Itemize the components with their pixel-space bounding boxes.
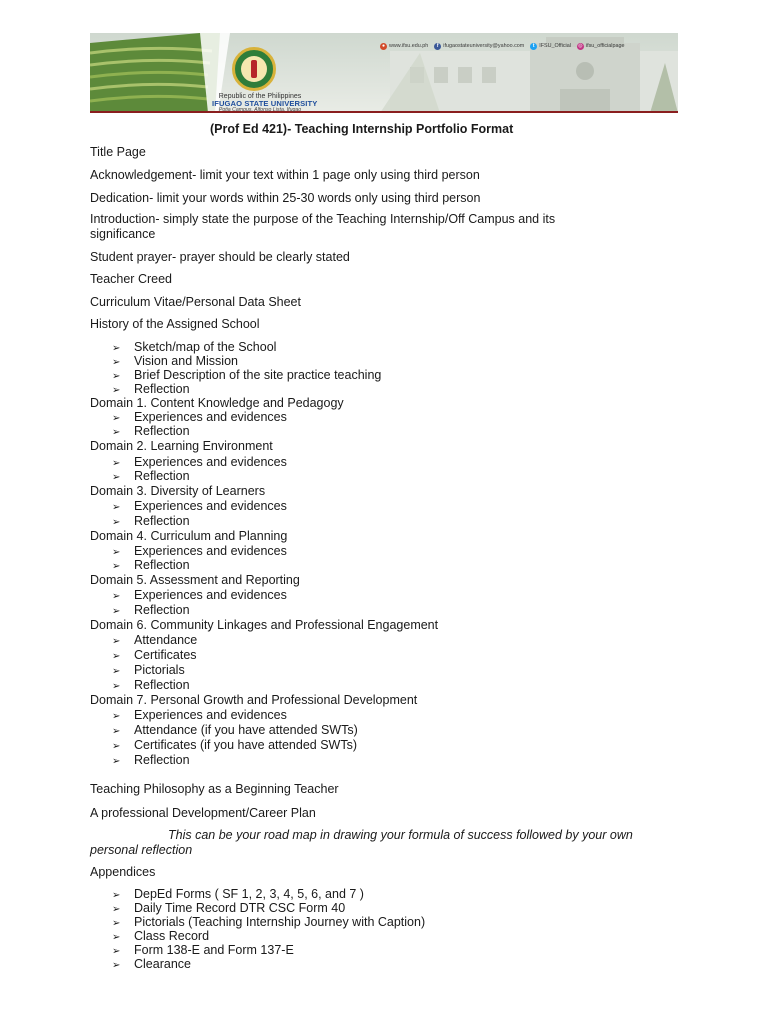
arrow-bullet-icon: ➢	[112, 711, 121, 722]
arrow-bullet-icon: ➢	[112, 651, 121, 662]
domain-heading: Domain 3. Diversity of Learners	[90, 484, 266, 498]
list-item: ➢ Attendance	[112, 633, 198, 647]
list-item: ➢ DepEd Forms ( SF 1, 2, 3, 4, 5, 6, and 7 )	[112, 887, 364, 901]
list-item: ➢ Experiences and evidences	[112, 455, 287, 469]
arrow-bullet-icon: ➢	[112, 756, 121, 767]
acknowledgement-line: Acknowledgement- limit your text within 1 page only using third person	[90, 168, 480, 182]
list-item: ➢ Experiences and evidences	[112, 410, 287, 424]
list-item: ➢ Attendance (if you have attended SWTs)	[112, 723, 358, 737]
career-plan-line: A professional Development/Career Plan	[90, 806, 316, 820]
history-line: History of the Assigned School	[90, 317, 260, 331]
arrow-bullet-icon: ➢	[112, 726, 121, 737]
teacher-creed-line: Teacher Creed	[90, 272, 172, 286]
list-item: ➢ Clearance	[112, 957, 191, 971]
arrow-bullet-icon: ➢	[112, 904, 121, 915]
document-title: (Prof Ed 421)- Teaching Internship Portfolio Format	[210, 122, 514, 136]
title-page-line: Title Page	[90, 145, 146, 159]
list-item: ➢ Reflection	[112, 469, 190, 483]
arrow-bullet-icon: ➢	[112, 343, 121, 354]
list-item: ➢ Pictorials	[112, 663, 185, 677]
list-item: ➢ Certificates (if you have attended SWTs)	[112, 738, 358, 752]
list-item: ➢ Brief Description of the site practice teaching	[112, 368, 382, 382]
arrow-bullet-icon: ➢	[112, 681, 121, 692]
list-item: ➢ Certificates	[112, 648, 197, 662]
list-item: ➢ Experiences and evidences	[112, 588, 287, 602]
facebook-icon: f	[434, 43, 441, 50]
dedication-line: Dedication- limit your words within 25-30 words only using third person	[90, 191, 481, 205]
banner-university: IFUGAO STATE UNIVERSITY	[212, 99, 318, 108]
list-item: ➢ Form 138-E and Form 137-E	[112, 943, 294, 957]
arrow-bullet-icon: ➢	[112, 932, 121, 943]
social-twitter[interactable]	[530, 43, 571, 50]
domain-heading: Domain 6. Community Linkages and Professional Engagement	[90, 618, 439, 632]
university-seal	[232, 47, 276, 91]
arrow-bullet-icon: ➢	[112, 357, 121, 368]
banner-text	[212, 93, 318, 113]
list-item: ➢ Reflection	[112, 382, 190, 396]
list-item: ➢ Reflection	[112, 514, 190, 528]
social-twitter-text: IFSU_Official	[539, 43, 571, 49]
list-item: ➢ Reflection	[112, 753, 190, 767]
social-facebook-text: ifugaostateuniversity@yahoo.com	[443, 43, 525, 49]
list-item: ➢ Pictorials (Teaching Internship Journey with Caption)	[112, 915, 426, 929]
social-web[interactable]	[380, 43, 428, 50]
arrow-bullet-icon: ➢	[112, 458, 121, 469]
arrow-bullet-icon: ➢	[112, 427, 121, 438]
arrow-bullet-icon: ➢	[112, 960, 121, 971]
introduction-line: Introduction- simply state the purpose of the Teaching Internship/Off Campus and its significance	[90, 212, 556, 241]
appendices-line: Appendices	[90, 865, 156, 879]
student-prayer-line: Student prayer- prayer should be clearly stated	[90, 250, 350, 264]
list-item: ➢ Sketch/map of the School	[112, 340, 277, 354]
arrow-bullet-icon: ➢	[112, 561, 121, 572]
arrow-bullet-icon: ➢	[112, 946, 121, 957]
arrow-bullet-icon: ➢	[112, 502, 121, 513]
banner-republic: Republic of the Philippines	[218, 93, 302, 100]
twitter-icon: t	[530, 43, 537, 50]
social-web-text: www.ifsu.edu.ph	[389, 43, 429, 49]
list-item: ➢ Reflection	[112, 678, 190, 692]
social-instagram[interactable]	[577, 43, 625, 50]
arrow-bullet-icon: ➢	[112, 890, 121, 901]
arrow-bullet-icon: ➢	[112, 636, 121, 647]
social-links	[380, 41, 630, 51]
arrow-bullet-icon: ➢	[112, 371, 121, 382]
arrow-bullet-icon: ➢	[112, 385, 121, 396]
arrow-bullet-icon: ➢	[112, 547, 121, 558]
philosophy-line: Teaching Philosophy as a Beginning Teacher	[90, 782, 339, 796]
list-item: ➢ Experiences and evidences	[112, 544, 287, 558]
curriculum-vitae-line: Curriculum Vitae/Personal Data Sheet	[90, 295, 301, 309]
list-item: ➢ Experiences and evidences	[112, 499, 287, 513]
banner-campus: Potia Campus, Alfonso Lista, Ifugao	[218, 106, 302, 113]
list-item: ➢ Daily Time Record DTR CSC Form 40	[112, 901, 346, 915]
domain-heading: Domain 4. Curriculum and Planning	[90, 529, 288, 543]
domain-heading: Domain 2. Learning Environment	[90, 439, 273, 453]
arrow-bullet-icon: ➢	[112, 517, 121, 528]
arrow-bullet-icon: ➢	[112, 413, 121, 424]
list-item: ➢ Vision and Mission	[112, 354, 238, 368]
arrow-bullet-icon: ➢	[112, 591, 121, 602]
arrow-bullet-icon: ➢	[112, 666, 121, 677]
globe-icon: ●	[381, 42, 386, 49]
domain-heading: Domain 7. Personal Growth and Professional Development	[90, 693, 418, 707]
arrow-bullet-icon: ➢	[112, 918, 121, 929]
social-instagram-text: ifsu_officialpage	[585, 43, 625, 49]
list-item: ➢ Class Record	[112, 929, 210, 943]
list-item: ➢ Reflection	[112, 424, 190, 438]
list-item: ➢ Reflection	[112, 603, 190, 617]
list-item: ➢ Reflection	[112, 558, 190, 572]
arrow-bullet-icon: ➢	[112, 472, 121, 483]
career-plan-note: This can be your road map in drawing your formula of success followed by your own personal reflection	[90, 828, 633, 857]
arrow-bullet-icon: ➢	[112, 741, 121, 752]
instagram-icon: ◎	[578, 42, 583, 49]
list-item: ➢ Experiences and evidences	[112, 708, 287, 722]
social-facebook[interactable]	[434, 43, 524, 50]
header-banner	[90, 33, 678, 113]
domain-heading: Domain 5. Assessment and Reporting	[90, 573, 300, 587]
arrow-bullet-icon: ➢	[112, 606, 121, 617]
domain-heading: Domain 1. Content Knowledge and Pedagogy	[90, 396, 344, 410]
